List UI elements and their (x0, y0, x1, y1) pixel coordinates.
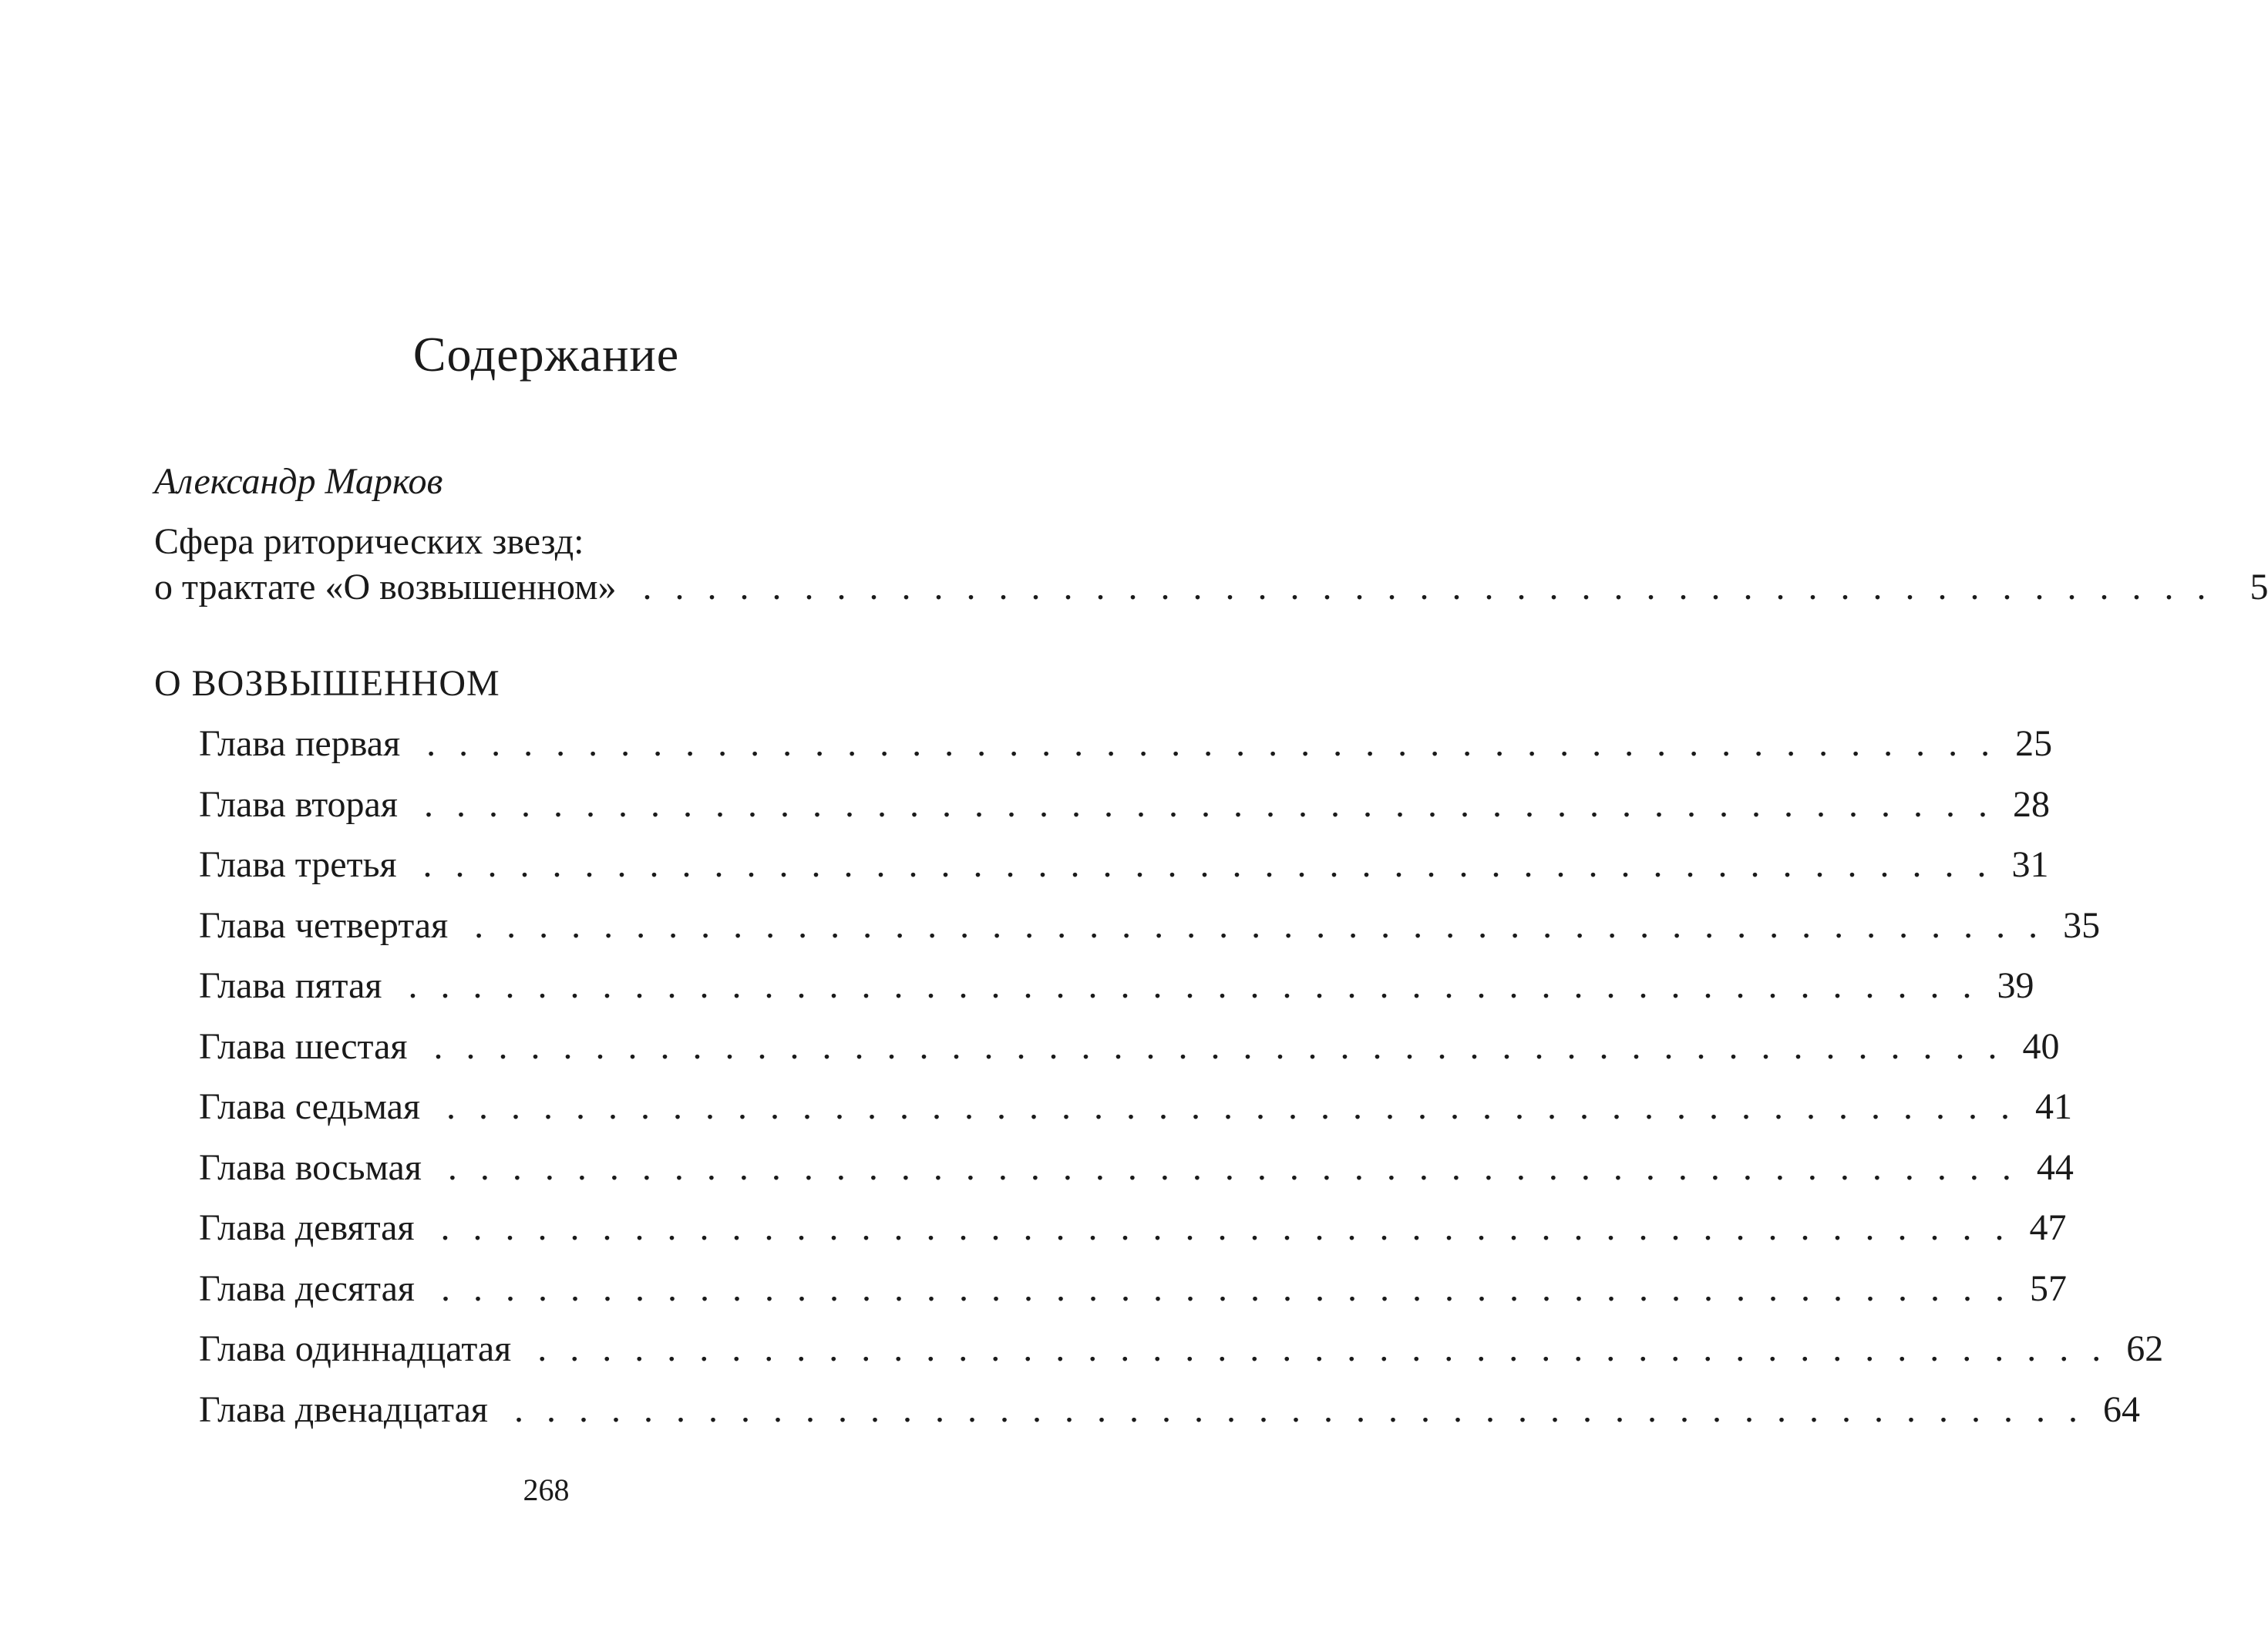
chapter-label: Глава двенадцатая (199, 1388, 488, 1430)
dot-leader: . . . . . . . . . . . . . . . . . . . . . . . . . . . . . . . . . . . . . . . . . . . . . . . . . (446, 1086, 2017, 1127)
dot-leader: . . . . . . . . . . . . . . . . . . . . . . . . . . . . . . . . . . . . . . . . . . . . . . . . . (408, 965, 1979, 1006)
chapter-page-number: 64 (2102, 1388, 2140, 1430)
chapter-label: Глава десятая (199, 1267, 415, 1309)
chapter-page-number: 31 (2011, 844, 2049, 885)
intro-page-number: 5 (2249, 567, 2268, 607)
chapter-page-number: 25 (2015, 723, 2053, 764)
chapter-label: Глава восьмая (199, 1146, 422, 1188)
dot-leader: . . . . . . . . . . . . . . . . . . . . . . . . . . . . . . . . . . . . . . . . . . . . . . . . . (537, 1328, 2108, 1369)
chapter-label: Глава девятая (199, 1207, 415, 1248)
toc-entry-chapter-6 (199, 1020, 2060, 1081)
toc-entry-chapter-12 (199, 1383, 2140, 1444)
chapter-page-number: 57 (2029, 1267, 2067, 1309)
intro-author: Александр Марков (154, 461, 443, 502)
section-heading: О ВОЗВЫШЕННОМ (154, 663, 500, 704)
dot-leader: . . . . . . . . . . . . . . . . . . . . . . . . . . . . . . . . . . . . . . . . . . . . . . . . . (422, 844, 1994, 885)
chapter-label: Глава вторая (199, 783, 398, 825)
page-title: Содержание (412, 327, 680, 382)
chapter-label: Глава третья (199, 844, 397, 885)
chapter-page-number: 39 (1997, 965, 2034, 1006)
dot-leader: . . . . . . . . . . . . . . . . . . . . . . . . . . . . . . . . . . . . . . . . . . . . . . . . . (440, 1207, 2011, 1248)
chapter-label: Глава седьмая (199, 1086, 421, 1127)
toc-entry-intro (154, 560, 2268, 614)
dot-leader: . . . . . . . . . . . . . . . . . . . . . . . . . . . . . . . . . . . . . . . . . . . . . . . . . (426, 723, 1997, 764)
dot-leader: . . . . . . . . . . . . . . . . . . . . . . . . . . . . . . . . . . . . . . . . . . . . . . . . . (440, 1267, 2011, 1309)
toc-entry-chapter-11 (199, 1322, 2164, 1383)
intro-title-line1: Сфера риторических звезд: (154, 521, 584, 562)
chapter-page-number: 28 (2012, 783, 2050, 825)
chapter-page-number: 47 (2029, 1207, 2067, 1248)
toc-entry-chapter-3 (199, 838, 2049, 899)
chapter-label: Глава одиннадцатая (199, 1328, 512, 1369)
chapter-page-number: 44 (2036, 1146, 2074, 1188)
chapter-label: Глава шестая (199, 1025, 408, 1067)
toc-entry-chapter-1 (199, 717, 2053, 778)
chapter-page-number: 35 (2063, 904, 2101, 946)
chapter-label: Глава четвертая (199, 904, 449, 946)
dot-leader: . . . . . . . . . . . . . . . . . . . . . . . . . . . . . . . . . . . . . . . . . . . . . . . . . (447, 1146, 2018, 1188)
page-number: 268 (523, 1472, 570, 1507)
dot-leader: . . . . . . . . . . . . . . . . . . . . . . . . . . . . . . . . . . . . . . . . . . . . . . . . . (423, 783, 1994, 825)
toc-entry-chapter-10 (199, 1262, 2067, 1323)
chapter-list (199, 717, 2164, 1443)
chapter-page-number: 40 (2022, 1025, 2060, 1067)
dot-leader: . . . . . . . . . . . . . . . . . . . . . . . . . . . . . . . . . . . . . . . . . . . . . . . . . (513, 1388, 2085, 1430)
toc-entry-chapter-2 (199, 778, 2050, 839)
dot-leader: . . . . . . . . . . . . . . . . . . . . . . . . . . . . . . . . . . . . . . . . . . . . . . . . . (433, 1025, 2004, 1067)
toc-entry-chapter-7 (199, 1080, 2073, 1141)
chapter-page-number: 62 (2126, 1328, 2164, 1369)
dot-leader: . . . . . . . . . . . . . . . . . . . . . . . . . . . . . . . . . . . . . . . . . . . . . . . . . (474, 904, 2045, 946)
toc-entry-chapter-8 (199, 1141, 2074, 1202)
dot-leader: . . . . . . . . . . . . . . . . . . . . . . . . . . . . . . . . . . . . . . . . . . . . . . . . . (642, 567, 2213, 607)
toc-entry-chapter-5 (199, 959, 2034, 1020)
chapter-label: Глава первая (199, 723, 401, 764)
chapter-label: Глава пятая (199, 965, 382, 1006)
toc-entry-chapter-9 (199, 1201, 2067, 1262)
intro-title-line2: о трактате «О возвышенном» (154, 567, 617, 607)
chapter-page-number: 41 (2035, 1086, 2073, 1127)
toc-entry-chapter-4 (199, 899, 2101, 960)
